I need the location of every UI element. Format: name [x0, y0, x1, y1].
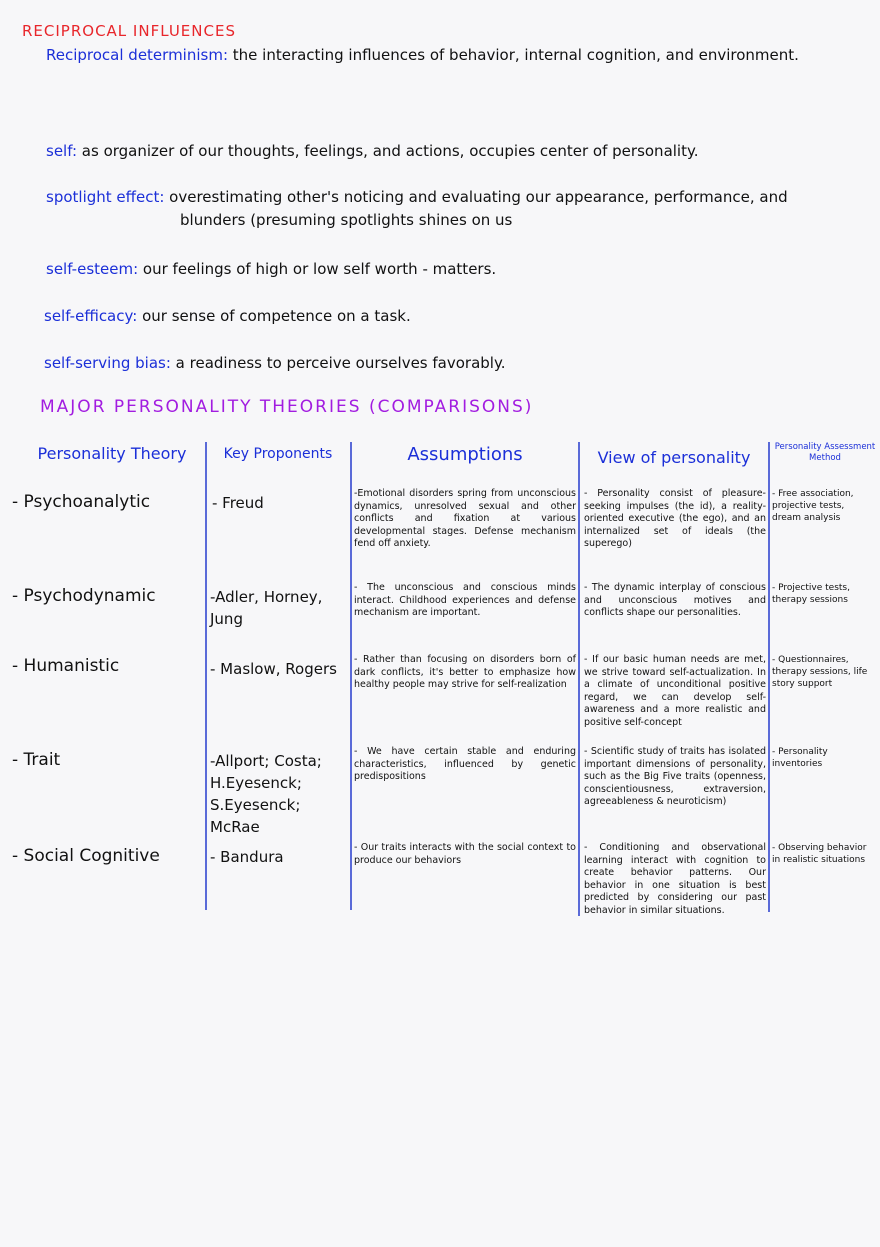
definition-self [46, 140, 698, 163]
definition-text: as organizer of our thoughts, feelings, and actions, occupies center of personality. [81, 142, 699, 160]
table-row-assessment: - Free association, projective tests, dream analysis [772, 489, 854, 523]
column-header-personality-theory: Personality Theory [37, 444, 187, 463]
term-label: self: [46, 142, 78, 160]
table-row-assumptions: - Rather than focusing on disorders born of dark conflicts, it's better to emphasize how healthy people may strive for self-realization [354, 654, 576, 690]
table-row-assumptions: - Our traits interacts with the social context to produce our behaviors [354, 842, 576, 866]
term-label: self-efficacy: [44, 307, 138, 325]
definition-text: our feelings of high or low self worth - matters. [142, 260, 497, 278]
table-row-view: - Conditioning and observational learning interact with cognition to create behavior patterns. Our behavior in one situation is best predicted by considering our past behavior in similar situations. [584, 842, 766, 916]
table-row-theory: - Psychoanalytic [12, 492, 151, 512]
table-row-view: - If our basic human needs are met, we strive toward self-actualization. In a climate of unconditional positive regard, we can develop self-awareness and a more realistic and positive self-concept [584, 654, 766, 728]
column-header-key-proponents: Key Proponents [223, 446, 333, 462]
definition-self-efficacy [44, 305, 411, 328]
table-row-assumptions: -Emotional disorders spring from unconscious dynamics, unresolved sexual and other conflicts and fixation at various developmental stages. Defense mechanism fend off anxiety. [354, 488, 576, 549]
heading-reciprocal-influences: RECIPROCAL INFLUENCES [22, 22, 236, 40]
term-label: self-serving bias: [44, 354, 171, 372]
table-row-assessment: - Observing behavior in realistic situations [772, 843, 867, 865]
table-row-theory: - Psychodynamic [12, 586, 156, 606]
table-row-proponents: - Bandura [210, 848, 284, 866]
table-row-view: - Scientific study of traits has isolated important dimensions of personality, such as the Big Five traits (openness, conscientiousness, extraversion, agreeableness & neuroticism) [584, 746, 766, 807]
definition-text: our sense of competence on a task. [142, 307, 411, 325]
table-row-view: - The dynamic interplay of conscious and unconscious motives and conflicts shape our personalities. [584, 582, 766, 618]
definition-self-serving-bias [44, 352, 505, 375]
definition-self-esteem [46, 258, 496, 281]
table-row-view: - Personality consist of pleasure-seeking impulses (the id), a reality-oriented executive (the ego), and an internalized set of ideals (the superego) [584, 488, 766, 549]
table-column-divider [768, 442, 770, 912]
table-column-divider [205, 442, 207, 910]
table-row-proponents: -Allport; Costa; H.Eyesenck; S.Eyesenck; McRae [210, 752, 322, 836]
table-column-divider [578, 442, 580, 916]
term-label: spotlight effect: [46, 188, 165, 206]
heading-major-personality-theories: MAJOR PERSONALITY THEORIES (COMPARISONS) [40, 397, 534, 417]
table-row-assumptions: - We have certain stable and enduring characteristics, influenced by genetic predispositions [354, 746, 576, 782]
definition-text-line-2: blunders (presuming spotlights shines on us [180, 211, 513, 229]
table-row-theory: - Humanistic [12, 656, 120, 676]
table-row-assessment: - Projective tests, therapy sessions [772, 583, 850, 605]
table-row-proponents: -Adler, Horney, Jung [210, 588, 323, 628]
definition-text: the interacting influences of behavior, internal cognition, and environment. [232, 46, 799, 64]
table-row-proponents: - Freud [212, 494, 264, 512]
column-header-assessment-method: Personality Assessment Method [774, 442, 876, 463]
table-row-theory: - Social Cognitive [12, 846, 160, 866]
table-row-proponents: - Maslow, Rogers [210, 660, 337, 678]
definition-text: a readiness to perceive ourselves favorably. [175, 354, 506, 372]
table-row-assumptions: - The unconscious and conscious minds interact. Childhood experiences and defense mechanism are important. [354, 582, 576, 618]
definition-spotlight-effect [46, 186, 788, 232]
term-label: Reciprocal determinism: [46, 46, 228, 64]
table-row-assessment: - Personality inventories [772, 747, 828, 769]
definition-reciprocal-determinism [46, 44, 799, 67]
column-header-assumptions: Assumptions [407, 444, 523, 465]
definition-text-line-1: overestimating other's noticing and evaluating our appearance, performance, and [169, 188, 788, 206]
term-label: self-esteem: [46, 260, 139, 278]
table-row-theory: - Trait [12, 750, 61, 770]
table-column-divider [350, 442, 352, 910]
column-header-view-of-personality: View of personality [597, 448, 751, 467]
table-row-assessment: - Questionnaires, therapy sessions, life story support [772, 655, 868, 689]
